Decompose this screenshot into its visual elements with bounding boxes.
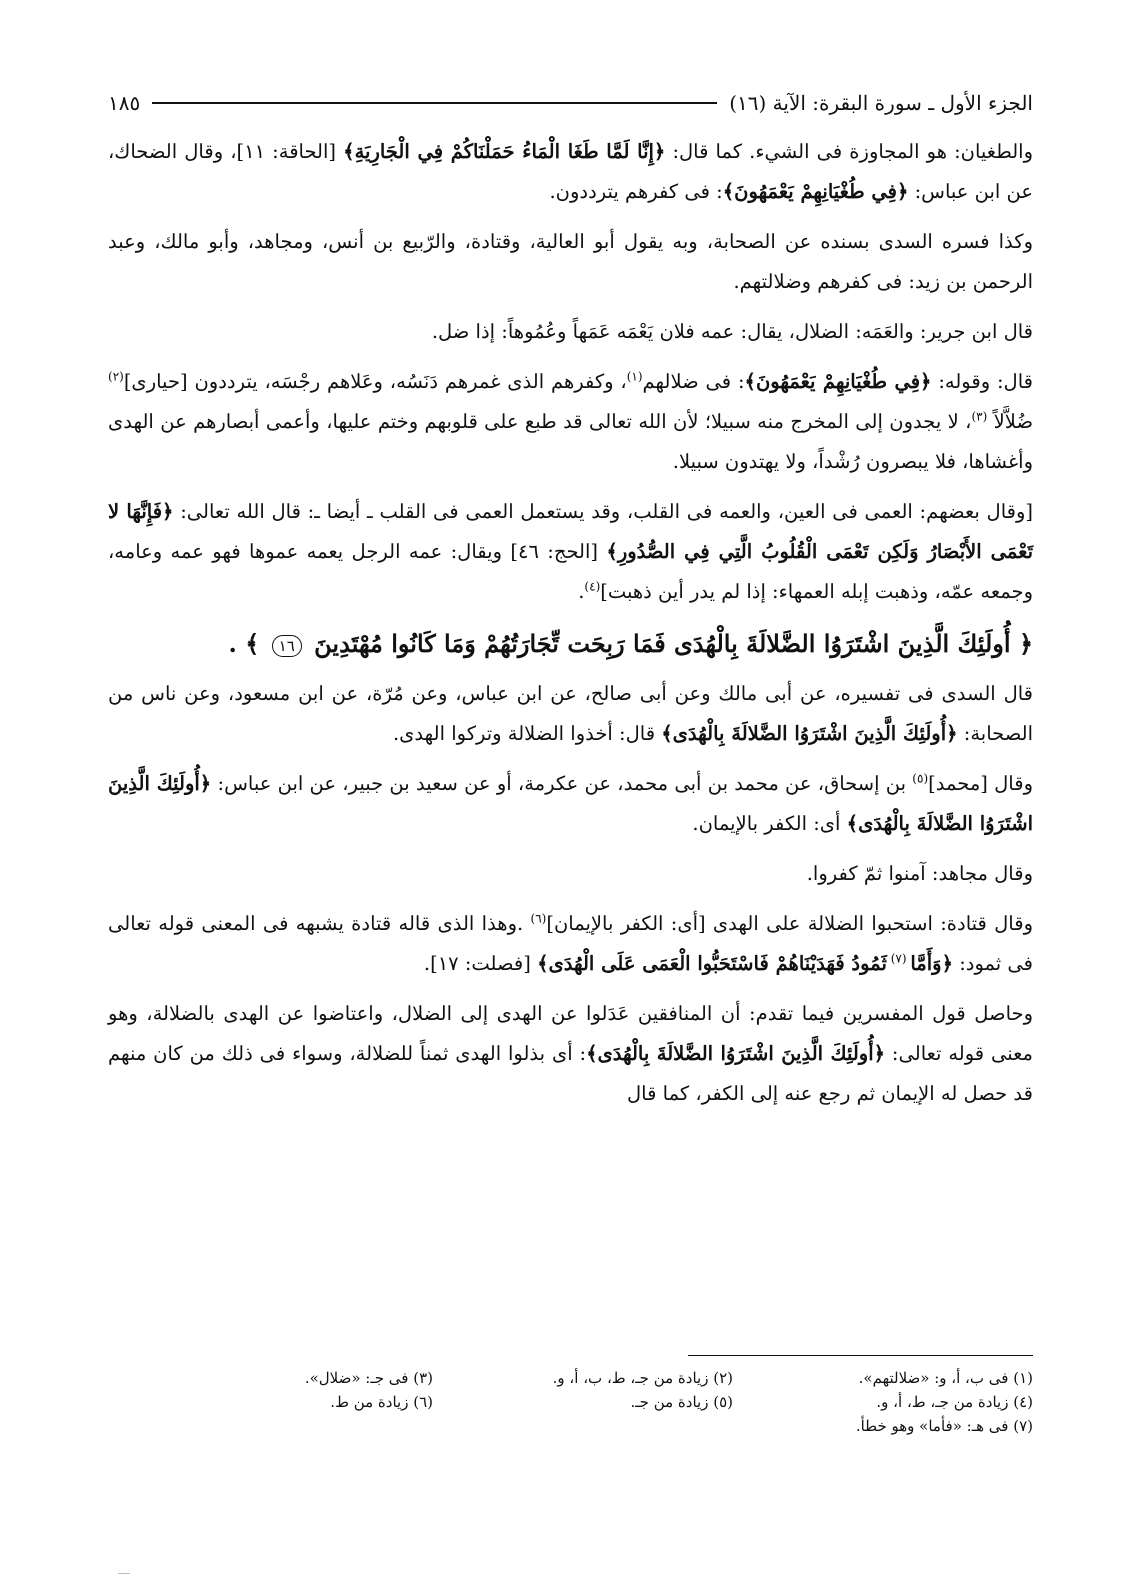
footnote: (٤) زيادة من جـ، ط، أ، و. xyxy=(876,1393,1033,1411)
footnotes xyxy=(108,1366,1033,1438)
quran-quote: ﴿أُولَئِكَ الَّذِينَ اشْتَرَوُا الضَّلالَةَ بِالْهُدَى﴾ xyxy=(108,772,1033,835)
paragraph-6: قال السدى فى تفسيره، عن أبى مالك وعن أبى صالح، عن ابن عباس، وعن مُرّة، عن ابن مسعود، وعن ناس من الصحابة: ﴿أُولَئِكَ الَّذِينَ اشْتَرَوُا الضَّلالَةَ بِالْهُدَى﴾ قال: أخذوا الضلالة وتركوا الهدى. xyxy=(108,682,1033,745)
footnote-ref: (٢) xyxy=(108,369,124,384)
footnote: (١) فى ب، أ، و: «ضلالتهم». xyxy=(858,1369,1033,1387)
header-rule xyxy=(152,102,717,104)
quran-quote: ثَمُودُ فَهَدَيْنَاهُمْ فَاسْتَحَبُّوا الْعَمَى عَلَى الْهُدَى﴾ xyxy=(537,952,887,975)
paragraph-10: وحاصل قول المفسرين فيما تقدم: أن المنافقين عَدَلوا عن الهدى إلى الضلال، واعتاضوا عن الهدى بالضلالة، وهو معنى قوله تعالى: ﴿أُولَئِكَ الَّذِينَ اشْتَرَوُا الضَّلالَةَ بِالْهُدَى﴾: أى بذلوا الهدى ثمناً للضلالة، وسواء فى ذلك من كان منهم قد حصل له الإيمان ثم رجع عنه إلى الكفر، كما قال xyxy=(108,1002,1033,1105)
quran-quote: ﴿وَأَمَّا xyxy=(910,952,953,975)
scan-mark xyxy=(118,1573,130,1574)
footnote: (٢) زيادة من جـ، ط، ب، أ، و. xyxy=(552,1369,733,1387)
paragraph-1: والطغيان: هو المجاوزة فى الشيء. كما قال: ﴿إِنَّا لَمَّا طَغَا الْمَاءُ حَمَلْنَاكُمْ فِي الْجَارِيَةِ﴾ [الحاقة: ١١]، وقال الضحاك، عن ابن عباس: ﴿فِي طُغْيَانِهِمْ يَعْمَهُونَ﴾: فى كفرهم يترددون. xyxy=(108,140,1033,203)
quran-quote: ﴿أُولَئِكَ الَّذِينَ اشْتَرَوُا الضَّلالَةَ بِالْهُدَى﴾ xyxy=(661,722,958,745)
verse-text: أُولَئِكَ الَّذِينَ اشْتَرَوُا الضَّلالَةَ بِالْهُدَى فَمَا رَبِحَت تِّجَارَتُهُمْ وَمَا كَانُوا مُهْتَدِينَ xyxy=(314,629,1011,658)
quran-quote: ﴿إِنَّا لَمَّا طَغَا الْمَاءُ حَمَلْنَاكُمْ فِي الْجَارِيَةِ﴾ xyxy=(343,140,666,163)
paragraph-3: قال ابن جرير: والعَمَه: الضلال، يقال: عمه فلان يَعْمَه عَمَهاً وعُمُوهاً: إذا ضل. xyxy=(431,320,1033,343)
footnote-ref: (٣) xyxy=(971,409,988,424)
footnote: (٦) زيادة من ط. xyxy=(330,1393,433,1411)
paragraph-5: [وقال بعضهم: العمى فى العين، والعمه فى القلب، وقد يستعمل العمى فى القلب ـ أيضا ـ: قال الله تعالى: ﴿فَإِنَّهَا لا تَعْمَى الأَبْصَارُ وَلَكِن تَعْمَى الْقُلُوبُ الَّتِي فِي الصُّدُورِ﴾ [الحج: ٤٦] ويقال: عمه الرجل يعمه عموها فهو عمه وعامه، وجمعه عمّه، وذهبت إبله العمهاء: إذا لم يدر أين ذهبت]$^{(٤)}$. xyxy=(108,500,1034,603)
page-number: ١٨٥ xyxy=(108,91,141,115)
footnote-ref: (٧) xyxy=(886,951,911,966)
page-header xyxy=(108,86,1033,120)
verse-number: ١٦ xyxy=(272,635,302,657)
paragraph-2: وكذا فسره السدى بسنده عن الصحابة، وبه يقول أبو العالية، وقتادة، والرّبيع بن أنس، ومجاهد، وأبو مالك، وعبد الرحمن بن زيد: فى كفرهم وضلالتهم. xyxy=(108,230,1033,293)
quran-quote: ﴿فَإِنَّهَا لا تَعْمَى الأَبْصَارُ وَلَكِن تَعْمَى الْقُلُوبُ الَّتِي فِي الصُّدُورِ﴾ xyxy=(108,500,1034,563)
paragraph-9: وقال قتادة: استحبوا الضلالة على الهدى [أى: الكفر بالإيمان]$^{(٦)}$ .وهذا الذى قاله قتادة يشبهه فى المعنى قوله تعالى فى ثمود: ﴿وَأَمَّا $^{(٧)}$ ثَمُودُ فَهَدَيْنَاهُمْ فَاسْتَحَبُّوا الْعَمَى عَلَى الْهُدَى﴾ [فصلت: ١٧]. xyxy=(108,911,1033,975)
paragraph-7: وقال [محمد]$^{(٥)}$ بن إسحاق، عن محمد بن أبى محمد، عن عكرمة، أو عن سعيد بن جبير، عن ابن عباس: ﴿أُولَئِكَ الَّذِينَ اشْتَرَوُا الضَّلالَةَ بِالْهُدَى﴾ أى: الكفر بالإيمان. xyxy=(108,771,1033,835)
quran-quote: ﴿فِي طُغْيَانِهِمْ يَعْمَهُونَ﴾ xyxy=(722,180,909,203)
paragraph-8: وقال مجاهد: آمنوا ثمّ كفروا. xyxy=(806,862,1033,885)
quran-quote: ﴿فِي طُغْيَانِهِمْ يَعْمَهُونَ﴾ xyxy=(744,370,932,393)
footnote-ref: (٦) xyxy=(530,911,547,926)
footnote-ref: (٤) xyxy=(584,579,601,594)
main-text xyxy=(108,132,1033,1124)
footnote: (٣) فى جـ: «ضلال». xyxy=(304,1369,433,1387)
footnote: (٥) زيادة من جـ. xyxy=(630,1393,733,1411)
running-title: الجزء الأول ـ سورة البقرة: الآية (١٦) xyxy=(729,91,1033,115)
footnote-ref: (١) xyxy=(626,369,643,384)
paragraph-4: قال: وقوله: ﴿فِي طُغْيَانِهِمْ يَعْمَهُونَ﴾: فى ضلالهم$^{(١)}$، وكفرهم الذى غمرهم دَنَسُه، وعَلاهم رجْسَه، يترددون [حيارى]$^{(٢)}$ ضُلاَّلاً $^{(٣)}$، لا يجدون إلى المخرج منه سبيلا؛ لأن الله تعالى قد طبع على قلوبهم وختم عليها، وأعمى أبصارهم عن الهدى وأغشاها، فلا يبصرون رُشْداً، ولا يهتدون سبيلا. xyxy=(108,369,1033,473)
footnote: (٧) فى هـ: «فأما» وهو خطأ. xyxy=(855,1417,1033,1435)
verse-heading: ﴿ أُولَئِكَ الَّذِينَ اشْتَرَوُا الضَّلالَةَ بِالْهُدَى فَمَا رَبِحَت تِّجَارَتُهُمْ وَمَا كَانُوا مُهْتَدِينَ ١٦ ﴾ . xyxy=(228,629,1033,658)
footnote-ref: (٥) xyxy=(912,771,929,786)
quran-quote: ﴿أُولَئِكَ الَّذِينَ اشْتَرَوُا الضَّلالَةَ بِالْهُدَى﴾ xyxy=(586,1042,886,1065)
footnote-rule xyxy=(688,1355,1033,1356)
